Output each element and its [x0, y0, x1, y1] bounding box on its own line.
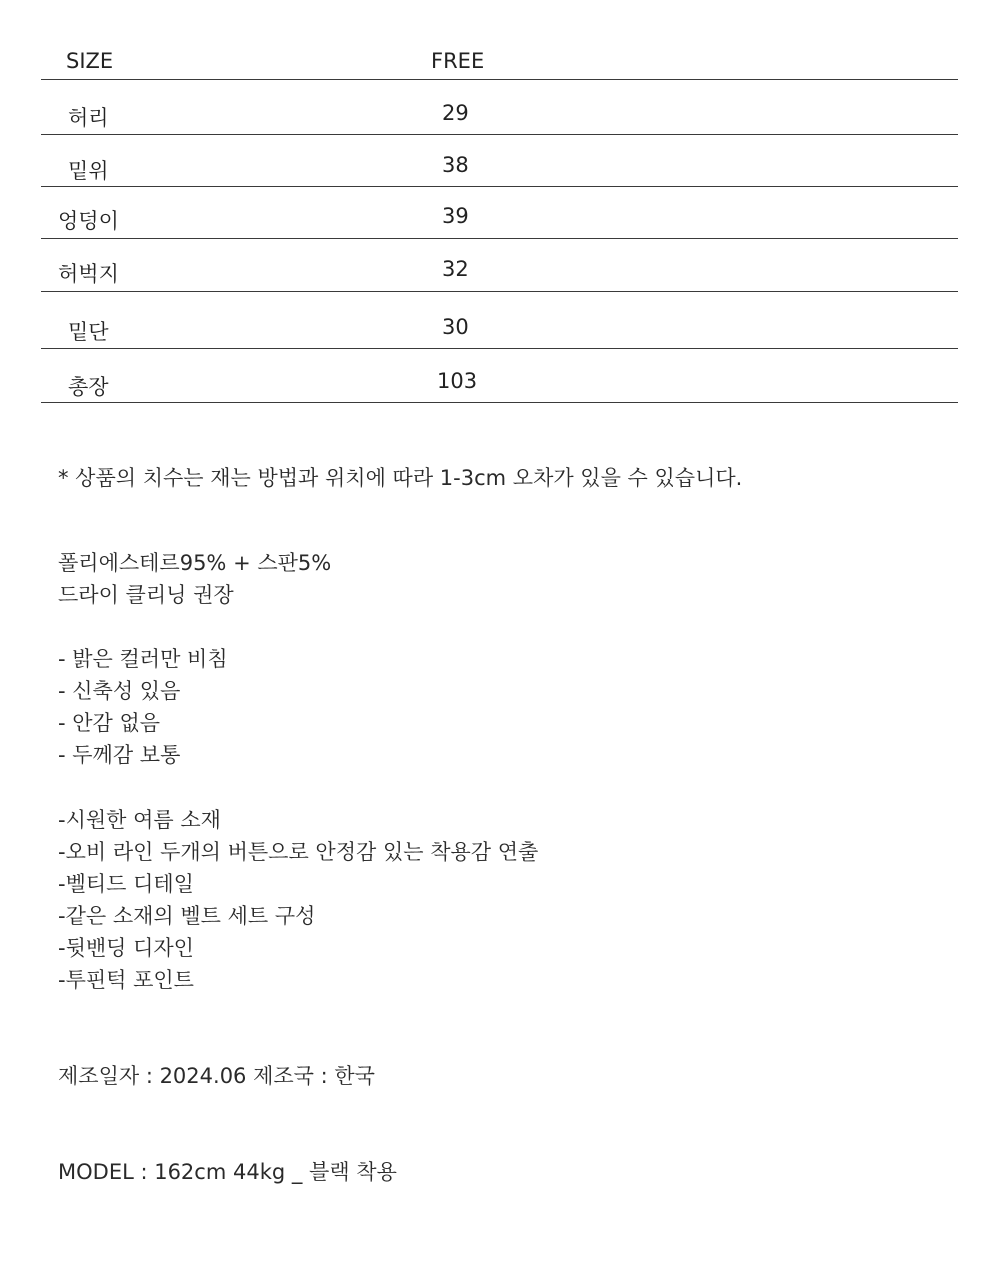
detail-item: -투핀턱 포인트: [58, 968, 194, 992]
size-row-value: 38: [442, 153, 469, 177]
size-row-hip: [41, 187, 958, 239]
feature-item: - 신축성 있음: [58, 679, 181, 703]
size-row-value: 32: [442, 257, 469, 281]
size-row-value: 103: [437, 369, 478, 393]
feature-item: - 두께감 보통: [58, 743, 181, 767]
feature-list: [58, 643, 228, 771]
size-row-length: [41, 349, 958, 403]
size-row-label: 총장: [68, 375, 109, 399]
size-row-label: 허리: [68, 106, 109, 130]
detail-item: -벨티드 디테일: [58, 872, 194, 896]
size-header-value: FREE: [431, 49, 485, 73]
size-row-rise: [41, 135, 958, 187]
detail-item: -오비 라인 두개의 버튼으로 안정감 있는 착용감 연출: [58, 840, 539, 864]
model-info: MODEL : 162cm 44kg _ 블랙 착용: [58, 1160, 397, 1184]
detail-item: -같은 소재의 벨트 세트 구성: [58, 904, 316, 928]
size-row-label: 밑단: [68, 320, 109, 344]
fabric-composition: 폴리에스테르95% + 스판5%: [58, 551, 332, 575]
size-header-label: SIZE: [66, 49, 114, 73]
feature-item: - 안감 없음: [58, 711, 161, 735]
size-row-value: 39: [442, 204, 469, 228]
fabric-info: [58, 547, 331, 611]
detail-item: -뒷밴딩 디자인: [58, 936, 194, 960]
size-row-value: 30: [442, 315, 469, 339]
feature-item: - 밝은 컬러만 비침: [58, 647, 228, 671]
size-row-value: 29: [442, 101, 469, 125]
size-disclaimer: * 상품의 치수는 재는 방법과 위치에 따라 1-3cm 오차가 있을 수 있습니다.: [58, 466, 743, 490]
size-row-label: 엉덩이: [58, 209, 119, 233]
detail-item: -시원한 여름 소재: [58, 808, 221, 832]
size-table-header: [41, 40, 958, 80]
care-instruction: 드라이 클리닝 권장: [58, 583, 234, 607]
size-row-hem: [41, 292, 958, 349]
size-row-label: 밑위: [68, 159, 109, 183]
detail-list: [58, 804, 538, 996]
manufacture-info: 제조일자 : 2024.06 제조국 : 한국: [58, 1064, 375, 1088]
size-row-label: 허벅지: [58, 262, 119, 286]
size-row-waist: [41, 80, 958, 135]
size-row-thigh: [41, 239, 958, 292]
size-table: [41, 40, 958, 403]
